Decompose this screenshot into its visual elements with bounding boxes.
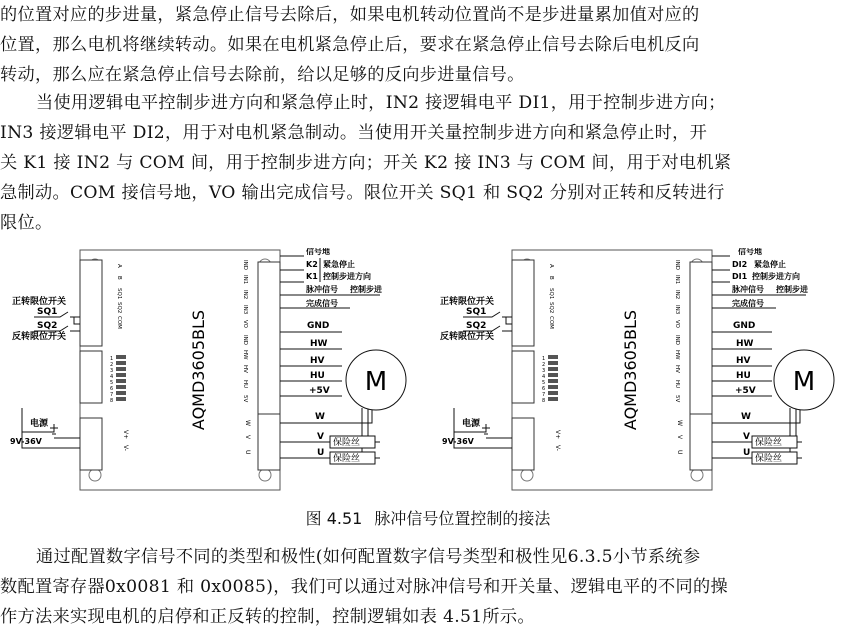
dip-number: 8 (542, 398, 546, 404)
signal-terminal-block (258, 262, 280, 414)
text-line: 的位置对应的步进量，紧急停止信号去除后，如果电机转动位置尚不是步进量累加值对应的 (0, 5, 700, 25)
mount-hole (691, 469, 703, 481)
motor-pin-5v: +5V (309, 386, 330, 396)
motor-pin-hv: HV (310, 356, 325, 366)
paragraph-1 (0, 0, 856, 90)
dip-number: 2 (542, 362, 546, 368)
dip-switch (116, 397, 126, 401)
text-line: 限位。 (0, 213, 53, 233)
dip-switch (116, 391, 126, 395)
pin-label: U (244, 450, 251, 455)
text-line: IN3 接逻辑电平 DI2，用于对电机紧急制动。当使用开关量控制步进方向和紧急停止时，开 (0, 123, 708, 143)
direction-label: 控制步进方向 (323, 272, 371, 281)
pin-label: V+ (554, 430, 561, 440)
text-line: 转动，那么应在紧急停止信号去除前，给以足够的反向步进量信号。 (0, 65, 525, 85)
text-line: 当使用逻辑电平控制步进方向和紧急停止时，IN2 接逻辑电平 DI1，用于控制步进方向； (36, 93, 726, 113)
fuse-label: 保险丝 (333, 438, 361, 448)
signal-ground-label: 信号地 (306, 248, 330, 256)
board-model: AQMD3605BLS (621, 309, 640, 431)
figure-title: 脉冲信号位置控制的接法 (374, 509, 551, 528)
pin-label: SQ1 (116, 288, 122, 300)
pin-label: U (676, 450, 683, 455)
motor-pin-hu: HU (310, 371, 325, 381)
motor-pin-v: V (317, 432, 324, 442)
step-control-label: 控制步进 (776, 285, 808, 294)
dip-number: 6 (110, 386, 114, 392)
pin-label: A (116, 264, 122, 268)
dip-number: 5 (542, 380, 546, 386)
text-line: 数配置寄存器0x0081 和 0x0085)，我们可以通过对脉冲信号和开关量、逻辑电平的不同的操 (0, 577, 728, 597)
sq1-label: SQ1 (466, 307, 487, 317)
motor-pin-w: W (741, 412, 751, 422)
pin-label: 5V (674, 395, 680, 403)
signal-terminal-block (690, 262, 712, 414)
dip-switch (548, 373, 558, 377)
wiring-diagram-left (10, 248, 406, 490)
sq2-label: SQ2 (37, 321, 58, 331)
com-wire (74, 317, 80, 324)
motor-leads (772, 408, 802, 458)
pin-label: IND (242, 335, 248, 345)
dip-switch (116, 385, 126, 389)
pin-label: B (116, 276, 122, 280)
fuse-label: 保险丝 (755, 454, 783, 464)
pin-label: IN3 (242, 305, 248, 315)
figure-number: 图 4.51 (305, 509, 363, 528)
board-model: AQMD3605BLS (189, 309, 208, 431)
dip-switch (116, 373, 126, 377)
step-control-label: 控制步进 (350, 285, 382, 294)
pin-label: HV (242, 365, 248, 373)
motor-pin-gnd: GND (733, 321, 756, 331)
limit-reverse-label: 反转限位开关 (440, 332, 495, 342)
dip-number: 7 (542, 392, 546, 398)
com-wire (506, 317, 512, 324)
output-terminal-block (258, 414, 280, 470)
fuse-label: 保险丝 (333, 454, 361, 464)
di2-label: DI2 (732, 260, 748, 269)
voltage-label: 9V-36V (442, 437, 474, 446)
text-line: 关 K1 接 IN2 与 COM 间，用于控制步进方向；开关 K2 接 IN3 与 COM 间，用于对电机紧 (0, 153, 732, 173)
pin-label: VO (674, 320, 680, 328)
dip-number: 3 (110, 368, 114, 374)
dip-switch (548, 379, 558, 383)
text-line: 通过配置数字信号不同的类型和极性(如何配置数字信号类型和极性见6.3.5小节系统参 (36, 547, 701, 567)
pin-label: SQ2 (116, 302, 122, 314)
dip-switch (548, 391, 558, 395)
mount-hole (89, 469, 101, 481)
switch-k1-label: K1 (306, 272, 318, 281)
motor-pin-v: V (743, 432, 750, 442)
pin-label: W (676, 420, 683, 426)
pin-label: A (548, 264, 554, 268)
pin-label: V+ (122, 430, 129, 440)
motor-letter: M (364, 367, 388, 397)
dip-number: 4 (110, 374, 114, 380)
pin-label: IND (242, 260, 248, 270)
di1-label: DI1 (732, 272, 748, 281)
power-label: 电源 (462, 419, 481, 429)
pin-label: V- (122, 445, 129, 451)
dip-switch (116, 379, 126, 383)
dip-number: 6 (542, 386, 546, 392)
dip-switch-block (80, 351, 102, 403)
limit-reverse-label: 反转限位开关 (12, 332, 67, 342)
dip-number: 5 (110, 380, 114, 386)
wiring-figure (0, 248, 856, 503)
dip-number: 8 (110, 398, 114, 404)
dip-switch (548, 385, 558, 389)
power-terminal-block (512, 418, 534, 470)
wiring-diagram-right (440, 248, 834, 490)
pin-label: HV (674, 365, 680, 373)
pin-label: 5V (242, 395, 248, 403)
estop-label: 紧急停止 (754, 260, 786, 269)
pin-label: COM (548, 316, 554, 329)
limit-terminal-block (512, 260, 534, 346)
pulse-signal-label: 脉冲信号 (306, 285, 338, 294)
dip-switch (116, 355, 126, 359)
voltage-label: 9V-36V (10, 437, 42, 446)
done-signal-label: 完成信号 (306, 299, 338, 308)
pin-label: IN3 (674, 305, 680, 315)
mount-hole (259, 469, 271, 481)
pin-label: IN2 (674, 290, 680, 300)
sq2-label: SQ2 (466, 321, 487, 331)
text-line: 作方法来实现电机的启停和正反转的控制，控制逻辑如表 4.51所示。 (0, 607, 535, 627)
motor-pin-hw: HW (736, 339, 754, 349)
dip-switch (116, 367, 126, 371)
text-line: 急制动。COM 接信号地，VO 输出完成信号。限位开关 SQ1 和 SQ2 分别对正转和反转进行 (0, 183, 725, 203)
motor-pin-u: U (317, 448, 325, 458)
pin-label: IND (674, 260, 680, 270)
power-terminal-block (80, 418, 102, 470)
pin-label: IN1 (242, 275, 248, 285)
pulse-signal-label: 脉冲信号 (732, 285, 764, 294)
dip-number: 7 (110, 392, 114, 398)
dip-switch-block (512, 351, 534, 403)
pin-label: V- (554, 445, 561, 451)
pin-label: HW (674, 350, 680, 360)
output-terminal-block (690, 414, 712, 470)
motor-pin-w: W (315, 412, 325, 422)
pin-label: COM (116, 316, 122, 329)
dip-switch (548, 367, 558, 371)
dip-switch (548, 355, 558, 359)
signal-ground-label: 信号地 (738, 248, 762, 256)
dip-switch (548, 361, 558, 365)
dip-switch (116, 361, 126, 365)
paragraph-2 (0, 88, 856, 238)
pin-label: HU (242, 380, 248, 389)
pin-label: HW (242, 350, 248, 360)
pin-label: IN1 (674, 275, 680, 285)
motor-pin-hw: HW (310, 339, 328, 349)
motor-pin-hv: HV (736, 356, 751, 366)
motor-pin-hu: HU (736, 371, 751, 381)
direction-label: 控制步进方向 (752, 272, 800, 281)
figure-caption (0, 506, 856, 529)
dip-number: 4 (542, 374, 546, 380)
text-line: 位置，那么电机将继续转动。如果在电机紧急停止后，要求在紧急停止信号去除后电机反向 (0, 35, 700, 55)
power-label: 电源 (30, 419, 49, 429)
pin-label: SQ2 (548, 302, 554, 314)
dip-number: 1 (110, 356, 114, 362)
pin-label: SQ1 (548, 288, 554, 300)
pin-label: W (244, 420, 251, 426)
motor-pin-gnd: GND (307, 321, 330, 331)
estop-label: 紧急停止 (323, 260, 355, 269)
pin-label: V (676, 435, 683, 440)
dip-number: 3 (542, 368, 546, 374)
sq1-label: SQ1 (37, 307, 58, 317)
pin-label: V (244, 435, 251, 440)
limit-forward-label: 正转限位开关 (12, 297, 67, 307)
fuse-label: 保险丝 (755, 438, 783, 448)
dip-switch (548, 397, 558, 401)
switch-k2-label: K2 (306, 260, 318, 269)
motor-pin-5v: +5V (735, 386, 756, 396)
dip-number: 1 (542, 356, 546, 362)
done-signal-label: 完成信号 (732, 299, 764, 308)
dip-number: 2 (110, 362, 114, 368)
motor-pin-u: U (743, 448, 751, 458)
limit-forward-label: 正转限位开关 (440, 297, 495, 307)
pin-label: HU (674, 380, 680, 389)
paragraph-3 (0, 542, 856, 632)
pin-label: IND (674, 335, 680, 345)
mount-hole (521, 469, 533, 481)
pin-label: IN2 (242, 290, 248, 300)
pin-label: B (548, 276, 554, 280)
limit-terminal-block (80, 260, 102, 346)
motor-leads (342, 408, 380, 458)
pin-label: VO (242, 320, 248, 328)
motor-letter: M (792, 367, 816, 397)
